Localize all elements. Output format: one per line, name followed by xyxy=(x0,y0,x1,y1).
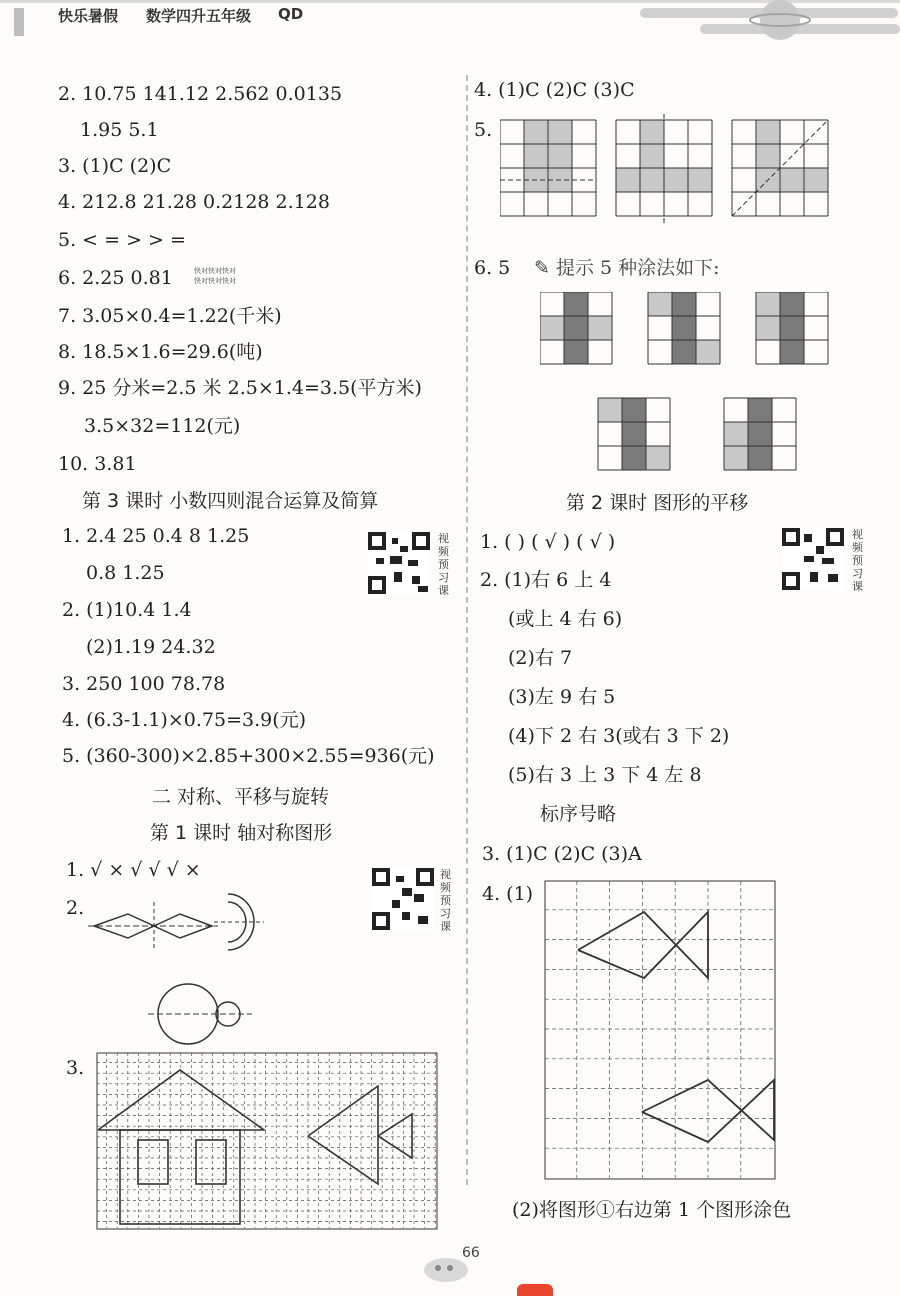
answer-line: (4)下 2 右 3(或右 3 下 2) xyxy=(508,725,730,747)
qr-code[interactable] xyxy=(782,528,844,590)
answer-line: 8. 18.5×1.6=29.6(吨) xyxy=(58,341,263,363)
answer-line: 9. 25 分米=2.5 米 2.5×1.4=3.5(平方米) xyxy=(58,377,422,399)
page-header xyxy=(0,0,900,60)
subject-title: 数学四升五年级 xyxy=(146,7,252,25)
bottom-tab xyxy=(517,1284,553,1296)
answer-line: 3. (1)C (2)C xyxy=(58,155,172,177)
symmetry-figures xyxy=(88,888,288,1048)
brand-title: 快乐暑假 xyxy=(58,7,119,25)
answer-line: 5. < = > > = xyxy=(58,229,186,251)
question-number: 5. xyxy=(474,119,493,141)
answer-line: 7. 3.05×0.4=1.22(千米) xyxy=(58,305,282,327)
question-number: 2. xyxy=(66,897,85,919)
qr-code[interactable] xyxy=(368,532,430,594)
edition-label: QD xyxy=(278,5,304,23)
answer-line: 3. (1)C (2)C (3)A xyxy=(482,843,642,865)
answer-line: (2)将图形①右边第 1 个图形涂色 xyxy=(512,1199,792,1221)
translation-grid-figure xyxy=(544,880,776,1180)
answer-line: (2)1.19 24.32 xyxy=(86,636,216,658)
answer-line: (5)右 3 上 3 下 4 左 8 xyxy=(508,764,702,786)
answer-line: 6. 2.25 0.81 xyxy=(58,267,173,289)
page-badge-icon xyxy=(416,1238,496,1284)
lesson-title: 第 1 课时 轴对称图形 xyxy=(150,822,333,844)
answer-line: 4. 212.8 21.28 0.2128 2.128 xyxy=(58,191,330,213)
qr-label: 视频预习课 xyxy=(440,868,451,933)
answer-line: 2. 10.75 141.12 2.562 0.0135 xyxy=(58,83,343,105)
qr-code[interactable] xyxy=(372,868,434,930)
answer-line: 1.95 5.1 xyxy=(80,119,159,141)
answer-line: 1. ( ) ( √ ) ( √ ) xyxy=(480,531,616,553)
stamp-text: 快对快对快对 xyxy=(194,267,236,275)
stamp-text: 快对快对快对 xyxy=(194,277,236,285)
answer-line: 1. √ × √ √ √ × xyxy=(66,859,201,881)
house-grid-figure xyxy=(96,1052,438,1230)
answer-line: 2. (1)10.4 1.4 xyxy=(62,599,192,621)
hint-text: 提示 5 种涂法如下: xyxy=(556,257,720,279)
symmetry-grids xyxy=(500,114,840,242)
lesson-title: 第 3 课时 小数四则混合运算及简算 xyxy=(82,490,379,512)
hint-icon: ✎ xyxy=(534,257,550,279)
answer-line: 1. 2.4 25 0.4 8 1.25 xyxy=(62,525,250,547)
page-number: 66 xyxy=(462,1245,480,1261)
answer-line: 4. (1) xyxy=(482,883,534,905)
question-number: 6. 5 xyxy=(474,257,511,279)
answer-line: (2)右 7 xyxy=(508,647,573,669)
answer-line: 5. (360-300)×2.85+300×2.55=936(元) xyxy=(62,745,435,767)
answer-line: (或上 4 右 6) xyxy=(508,608,623,630)
header-decoration xyxy=(0,0,900,60)
coloring-grids xyxy=(540,292,840,476)
answer-line: 10. 3.81 xyxy=(58,453,137,475)
answer-line: 0.8 1.25 xyxy=(86,562,165,584)
answer-line: 2. (1)右 6 上 4 xyxy=(480,569,612,591)
question-number: 3. xyxy=(66,1057,85,1079)
answer-line: 4. (6.3-1.1)×0.75=3.9(元) xyxy=(62,709,307,731)
lesson-title: 第 2 课时 图形的平移 xyxy=(566,492,749,514)
unit-title: 二 对称、平移与旋转 xyxy=(152,786,330,808)
answer-line: (3)左 9 右 5 xyxy=(508,686,616,708)
column-divider xyxy=(466,75,468,1185)
answer-line: 3.5×32=112(元) xyxy=(84,415,241,437)
answer-line: 4. (1)C (2)C (3)C xyxy=(474,79,635,101)
answer-line: 3. 250 100 78.78 xyxy=(62,673,226,695)
qr-label: 视频预习课 xyxy=(438,532,449,597)
answer-line: 标序号略 xyxy=(540,803,617,825)
qr-label: 视频预习课 xyxy=(852,528,863,593)
